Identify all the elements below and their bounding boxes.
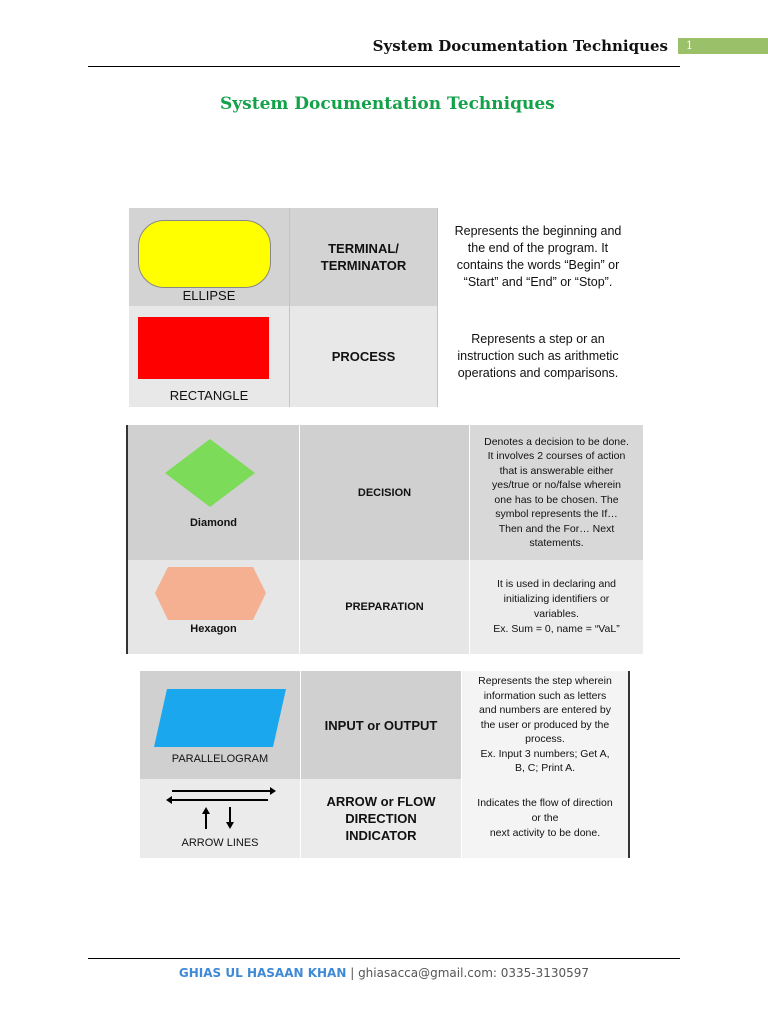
shape-label: Diamond xyxy=(189,517,238,529)
symbol-name: PREPARATION xyxy=(345,601,424,613)
symbol-name: ARROW or FLOW DIRECTION INDICATOR xyxy=(326,794,436,843)
footer-rule xyxy=(88,958,680,959)
symbol-name-cell xyxy=(300,560,470,654)
symbol-name-cell xyxy=(290,208,438,306)
header-title: System Documentation Techniques xyxy=(372,37,668,55)
symbol-table-1 xyxy=(129,208,638,407)
table-row xyxy=(129,306,638,407)
shape-label: ARROW LINES xyxy=(181,837,259,849)
table-row xyxy=(128,560,643,654)
footer xyxy=(0,966,768,980)
symbol-description: Represents the step wherein information such as letters and numbers are entered by the user or produced by the process. Ex. Input 3 numbers; Get A, B, C; Print A. xyxy=(478,675,612,775)
description-cell xyxy=(470,425,643,560)
symbol-description: Represents a step or an instruction such as arithmetic operations and comparisons. xyxy=(457,332,619,380)
ellipse-shape xyxy=(138,220,271,288)
table-row xyxy=(129,208,638,306)
description-cell xyxy=(462,671,628,779)
table-row xyxy=(140,671,628,779)
symbol-name-cell xyxy=(290,306,438,407)
table-row xyxy=(140,779,628,858)
symbol-description: Represents the beginning and the end of the program. It contains the words “Begin” or “Start” and “End” or “Stop”. xyxy=(454,224,622,289)
shape-cell xyxy=(129,306,290,407)
symbol-name-cell xyxy=(301,779,462,858)
symbol-name-cell xyxy=(301,671,462,779)
shape-cell xyxy=(128,425,300,560)
diamond-shape xyxy=(163,437,257,509)
description-cell xyxy=(438,208,638,306)
symbol-table-2 xyxy=(126,425,643,654)
description-cell xyxy=(470,560,643,654)
parallelogram-shape xyxy=(153,688,287,748)
symbol-description: Indicates the flow of direction or the next activity to be done. xyxy=(477,797,613,839)
shape-label: Hexagon xyxy=(190,623,237,635)
document-title: System Documentation Techniques xyxy=(220,94,555,114)
symbol-name: TERMINAL/ TERMINATOR xyxy=(320,241,407,273)
symbol-name: INPUT or OUTPUT xyxy=(324,717,438,733)
footer-separator: | xyxy=(346,966,359,980)
shape-label: RECTANGLE xyxy=(169,388,249,403)
shape-label: PARALLELOGRAM xyxy=(171,753,269,765)
shape-label: ELLIPSE xyxy=(182,288,236,303)
shape-cell xyxy=(129,208,290,306)
symbol-name-cell xyxy=(300,425,470,560)
table-row xyxy=(128,425,643,560)
rectangle-shape xyxy=(138,317,269,379)
page-header xyxy=(88,32,680,67)
arrow-lines-icon xyxy=(166,785,276,831)
symbol-table-3 xyxy=(140,671,630,858)
hexagon-shape xyxy=(154,566,267,621)
symbol-name: PROCESS xyxy=(331,349,396,364)
description-cell xyxy=(462,779,628,858)
footer-contact: ghiasacca@gmail.com: 0335-3130597 xyxy=(358,966,590,980)
description-cell xyxy=(438,306,638,407)
shape-cell xyxy=(140,779,301,858)
shape-cell xyxy=(128,560,300,654)
symbol-name: DECISION xyxy=(357,486,412,499)
shape-cell xyxy=(140,671,301,779)
footer-author: GHIAS UL HASAAN KHAN xyxy=(178,966,347,980)
page-number-badge: 1 xyxy=(678,38,768,54)
symbol-description: It is used in declaring and initializing identifiers or variables. Ex. Sum = 0, name = “VaL” xyxy=(493,578,620,635)
symbol-description: Denotes a decision to be done. It involves 2 courses of action that is answerable either yes/true or no/false wherein one has to be chosen. The symbol represents the If… Then and the For… Next statements. xyxy=(484,435,629,549)
